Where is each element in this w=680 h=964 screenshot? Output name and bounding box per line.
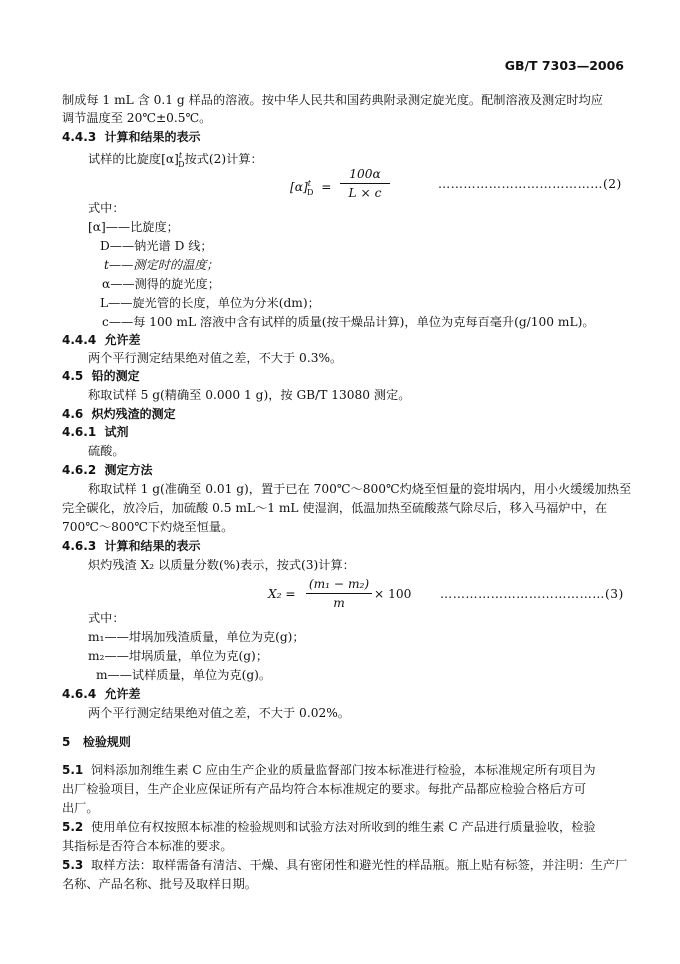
section-4-4-4: 4.4.4 允许差 (62, 333, 141, 347)
equation-2-fraction (340, 166, 390, 201)
method-line-2: 完全碳化，放冷后，加硫酸 0.5 mL～1 mL 使湿润，低温加热至硫酸蒸气除尽后，移入马福炉中，在 (62, 501, 608, 515)
equation-2-lhs: $[\alpha]^t_D$ = (290, 179, 332, 197)
method-line-1: 称取试样 1 g(准确至 0.01 g)，置于已在 700℃～800℃灼烧至恒量的瓷坩埚内，用小火缓缓加热至 (88, 482, 632, 496)
standard-code: GB/T 7303—2006 (504, 58, 624, 73)
clause-5-3-line-2: 名称、产品名称、批号及取样日期。 (62, 877, 257, 891)
equation-3-fraction (306, 576, 372, 611)
definition-m1: m₁——坩埚加残渣质量，单位为克(g)； (88, 630, 305, 644)
definition-m: m——试样质量，单位为克(g)。 (96, 668, 272, 682)
section-4-5: 4.5 铅的测定 (62, 369, 140, 383)
definition-c: c——每 100 mL 溶液中含有试样的质量(按干燥品计算)，单位为克每百毫升(g/100 mL)。 (102, 315, 595, 329)
where-label-1: 式中： (88, 201, 125, 215)
reagent-text: 硫酸。 (88, 444, 125, 458)
method-line-3: 700℃～800℃下灼烧至恒量。 (62, 520, 234, 534)
clause-5-2-line-1: 5.2 使用单位有权按照本标准的检验规则和试验方法对所收到的维生素 C 产品进行质量验收，检验 (62, 820, 596, 834)
equation-2-numerator: 100α (340, 166, 390, 184)
clause-5-2-line-2: 其指标是否符合本标准的要求。 (62, 839, 233, 853)
definition-alpha: α——测得的旋光度； (102, 277, 220, 291)
section-4-4-3 (62, 129, 201, 145)
tolerance-text-2: 两个平行测定结果绝对值之差，不大于 0.02%。 (88, 706, 350, 720)
section-heading: 计算和结果的表示 (104, 130, 201, 144)
equation-3-label: …………………………………(3) (440, 587, 624, 601)
section-4-6-1: 4.6.1 试剂 (62, 425, 129, 439)
section-4-6: 4.6 炽灼残渣的测定 (62, 407, 176, 421)
definition-d-line: D——钠光谱 D 线； (100, 239, 213, 253)
equation-3-denominator: m (333, 596, 345, 610)
where-label-2: 式中： (88, 611, 125, 625)
clause-5-1-line-1: 5.1 饲料添加剂维生素 C 应由生产企业的质量监督部门按本标准进行检验，本标准规定所有项目为 (62, 763, 596, 777)
equation-3-lhs: X₂ = (268, 587, 296, 601)
equation-2-label: …………………………………(2) (438, 177, 622, 191)
section-number: 4.4.3 (62, 130, 97, 144)
tolerance-text-1: 两个平行测定结果绝对值之差，不大于 0.3%。 (88, 351, 343, 365)
section-4-6-4: 4.6.4 允许差 (62, 687, 141, 701)
ash-intro: 炽灼残渣 X₂ 以质量分数(%)表示，按式(3)计算： (88, 558, 355, 572)
definition-m2: m₂——坩埚质量，单位为克(g)； (88, 649, 269, 663)
definition-t: t——测定时的温度； (104, 258, 219, 272)
section-4-6-2: 4.6.2 测定方法 (62, 463, 153, 477)
clause-5-1-line-3: 出厂。 (62, 801, 99, 815)
equation-3-numerator: (m₁ − m₂) (306, 576, 372, 594)
clause-5-3-line-1: 5.3 取样方法：取样需备有清洁、干燥、具有密闭性和避光性的样品瓶。瓶上贴有标签，并注明：生产厂 (62, 858, 628, 872)
equation-2-denominator: L × c (348, 186, 382, 200)
lead-text: 称取试样 5 g(精确至 0.000 1 g)，按 GB/T 13080 测定。 (88, 388, 411, 402)
section-4-6-3: 4.6.3 计算和结果的表示 (62, 539, 201, 553)
section-5: 5 检验规则 (62, 735, 131, 749)
definition-l: L——旋光管的长度，单位为分米(dm)； (100, 296, 320, 310)
definition-alpha-bracket: [α]——比旋度； (88, 220, 179, 234)
intro-line-2: 调节温度至 20℃±0.5℃。 (62, 111, 212, 125)
equation-3-factor: × 100 (374, 587, 412, 601)
intro-line-1: 制成每 1 mL 含 0.1 g 样品的溶液。按中华人民共和国药典附录测定旋光度。配制溶液及测定时均应 (62, 93, 603, 107)
clause-5-1-line-2: 出厂检验项目，生产企业应保证所有产品均符合本标准规定的要求。每批产品都应检验合格后方可 (62, 782, 587, 796)
specific-rotation-intro: 试样的比旋度$[\alpha]^t_D$按式(2)计算： (88, 151, 263, 169)
